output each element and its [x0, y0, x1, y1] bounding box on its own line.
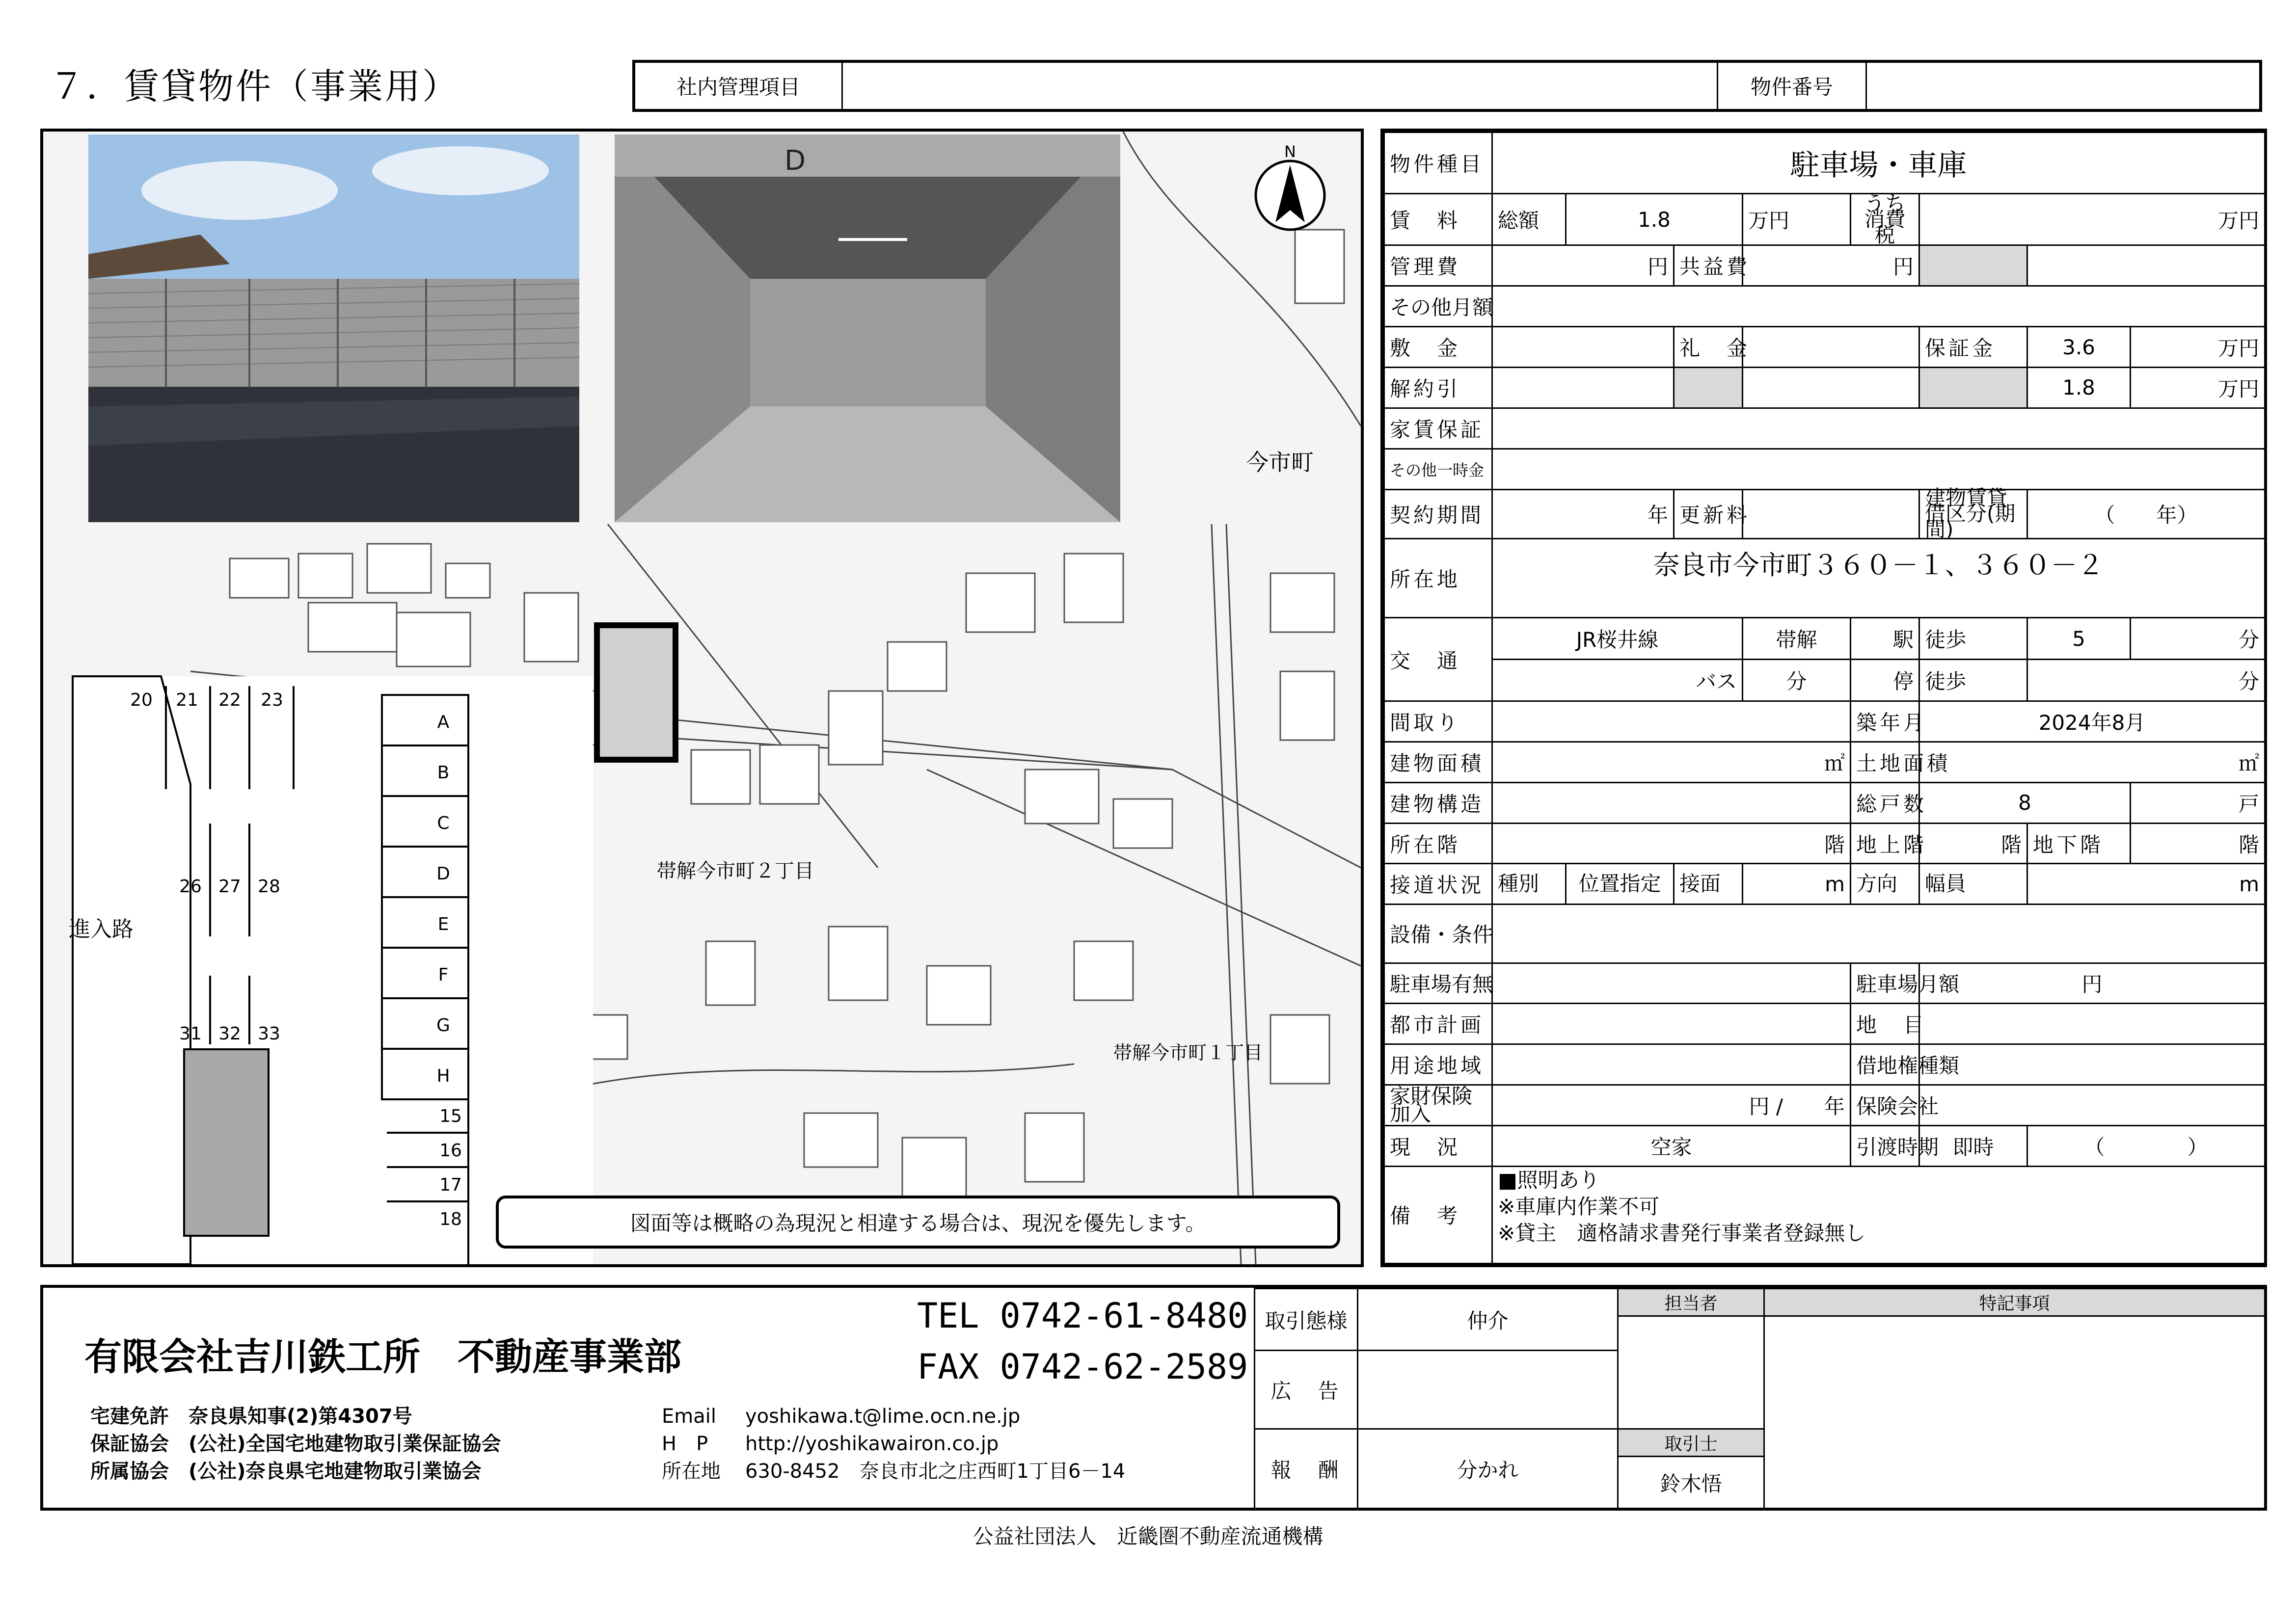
- renewal-label: 更新料: [1674, 489, 1743, 538]
- rent-value: 1.8: [1566, 194, 1743, 245]
- license-line: 宅建免許 奈良県知事(2)第4307号: [90, 1405, 412, 1428]
- cancel-unit: 万円: [2131, 367, 2265, 408]
- insurance-label: 家財保険加入: [1384, 1085, 1492, 1126]
- shikikin-value: [1492, 327, 1674, 368]
- below-label: 地下階: [2027, 823, 2131, 864]
- svg-text:22: 22: [218, 690, 241, 710]
- rent-total-label: 総額: [1492, 194, 1566, 245]
- reikin-label: 礼 金: [1674, 327, 1743, 368]
- status-value: 空家: [1492, 1125, 1851, 1166]
- insurer-value: [1919, 1085, 2265, 1126]
- road-kind-label: 種別: [1492, 864, 1566, 905]
- town-label: 今市町: [1246, 449, 1314, 476]
- deal-mode-label: 取引態様: [1255, 1289, 1358, 1351]
- page-title: ７．賃貸物件（事業用）: [49, 66, 460, 107]
- walk-label: 徒歩: [1919, 618, 2027, 660]
- svg-text:27: 27: [218, 877, 241, 897]
- lease-type-value: （ 年）: [2027, 489, 2265, 538]
- person-value: [1618, 1316, 1764, 1429]
- target-lot-marker: [597, 625, 675, 760]
- svg-text:32: 32: [218, 1024, 241, 1044]
- remark-line: ※車庫内作業不可: [1498, 1194, 1660, 1219]
- road-designated-label: 位置指定: [1566, 864, 1674, 905]
- svg-text:17: 17: [439, 1175, 462, 1195]
- assoc-line-1: 保証協会 (公社)全国宅地建物取引業保証協会: [90, 1433, 501, 1455]
- svg-text:31: 31: [179, 1024, 202, 1044]
- bus-walk-unit: 分: [2027, 660, 2265, 701]
- mgmt-fee-unit: 円: [1492, 245, 1674, 286]
- svg-text:15: 15: [439, 1106, 462, 1126]
- common-fee-unit: 円: [1743, 245, 1919, 286]
- svg-text:C: C: [437, 813, 450, 833]
- shikikin-label: 敷 金: [1384, 327, 1492, 368]
- map-svg: [43, 132, 1361, 1264]
- empty-cell: [2027, 245, 2265, 286]
- walk-minutes: 5: [2027, 618, 2131, 660]
- company-fax: FAX 0742-62-2589: [917, 1347, 1248, 1387]
- insurance-value: 円 / 年: [1492, 1085, 1851, 1126]
- exterior-photo: [88, 134, 579, 522]
- contact-labels: [662, 1403, 721, 1485]
- handover-paren: （ ）: [2027, 1125, 2265, 1166]
- svg-text:D: D: [436, 864, 450, 884]
- units-label: 総戸数: [1851, 782, 1919, 823]
- garage-letter: D: [784, 145, 806, 177]
- ad-label: 広 告: [1255, 1351, 1358, 1429]
- station-suffix: 駅: [1851, 618, 1919, 660]
- insurer-label: 保険会社: [1851, 1085, 1919, 1126]
- svg-text:G: G: [436, 1015, 450, 1036]
- location-value: 奈良市今市町３６０－１、３６０－２: [1492, 538, 2265, 618]
- license-block: [90, 1403, 501, 1485]
- bus-walk-label: 徒歩: [1919, 660, 2027, 701]
- above-label: 地上階: [1851, 823, 1919, 864]
- land-cat-value: [1919, 1004, 2265, 1044]
- other-lump-label: その他一時金: [1384, 449, 1492, 489]
- cancel-value: 1.8: [2027, 367, 2131, 408]
- map-notice: 図面等は概略の為現況と相違する場合は、現況を優先します。: [496, 1196, 1340, 1249]
- facilities-label: 設備・条件: [1384, 905, 1492, 963]
- zoning-value: [1492, 1044, 1851, 1085]
- remark-line: ■照明あり: [1498, 1168, 1600, 1192]
- company-panel: [40, 1285, 2267, 1511]
- leasehold-value: [1919, 1044, 2265, 1085]
- other-monthly-value: [1492, 286, 2265, 327]
- rent-label: 賃 料: [1384, 194, 1492, 245]
- svg-text:F: F: [438, 965, 449, 985]
- above-unit: 階: [1919, 823, 2027, 864]
- svg-text:B: B: [437, 763, 450, 783]
- location-label: 所在地: [1384, 538, 1492, 618]
- entry-road-label: 進入路: [69, 917, 134, 942]
- spec-table: [1383, 132, 2266, 1264]
- zoning-label: 用途地域: [1384, 1044, 1492, 1085]
- city-plan-value: [1492, 1004, 1851, 1044]
- contract-label: 契約期間: [1384, 489, 1492, 538]
- built-label: 築年月: [1851, 701, 1919, 742]
- layout-value: [1492, 701, 1851, 742]
- bus-label: バス: [1492, 660, 1743, 701]
- cancel-label: 解約引: [1384, 367, 1492, 408]
- access-label: 交 通: [1384, 618, 1492, 701]
- structure-value: [1492, 782, 1851, 823]
- hp-label: H P: [662, 1433, 708, 1455]
- parking-label: 駐車場有無: [1384, 963, 1492, 1004]
- layout-plan: [69, 676, 593, 1264]
- notes-label: 特記事項: [1764, 1289, 2265, 1316]
- units-suffix: 戸: [2131, 782, 2265, 823]
- svg-text:23: 23: [261, 690, 283, 710]
- fee-value: 分かれ: [1358, 1429, 1618, 1509]
- train-line: JR桜井線: [1492, 618, 1743, 660]
- lease-type-label: 建物賃貸借区分(期間): [1919, 489, 2027, 538]
- layout-label: 間取り: [1384, 701, 1492, 742]
- addr-label: 所在地: [662, 1460, 721, 1483]
- svg-text:N: N: [1284, 142, 1296, 161]
- cancel-empty: [1492, 367, 1674, 408]
- remarks-label: 備 考: [1384, 1166, 1492, 1263]
- type-label: 物件種目: [1384, 133, 1492, 194]
- common-fee-label: 共益費: [1674, 245, 1743, 286]
- company-name: 有限会社吉川鉄工所 不動産事業部: [84, 1335, 681, 1379]
- land-area-label: 土地面積: [1851, 742, 1919, 782]
- floor-unit: 階: [1492, 823, 1851, 864]
- station-name: 帯解: [1743, 618, 1851, 660]
- spec-table-panel: [1380, 129, 2267, 1267]
- area-label-1: 帯解今市町１丁目: [1113, 1042, 1263, 1064]
- svg-text:A: A: [437, 712, 450, 732]
- agent-value: 鈴木悟: [1618, 1457, 1764, 1509]
- parking-fee-label: 駐車場月額: [1851, 963, 1919, 1004]
- svg-text:28: 28: [258, 877, 280, 897]
- interior-photo: [615, 134, 1120, 522]
- guarantee-label: 家賃保証: [1384, 408, 1492, 449]
- type-value: 駐車場・車庫: [1492, 133, 2265, 194]
- gray-cell: [1919, 245, 2027, 286]
- svg-text:18: 18: [439, 1209, 462, 1229]
- svg-text:E: E: [437, 914, 449, 934]
- below-unit: 階: [2131, 823, 2265, 864]
- road-frontage-unit: m: [1743, 864, 1851, 905]
- tax-label: うち消費税: [1851, 194, 1919, 245]
- svg-text:16: 16: [439, 1141, 462, 1161]
- floor-label: 所在階: [1384, 823, 1492, 864]
- hp-value[interactable]: http://yoshikawairon.co.jp: [745, 1433, 999, 1455]
- facilities-value: [1492, 905, 2265, 963]
- fee-label: 報 酬: [1255, 1429, 1358, 1509]
- area-label-2: 帯解今市町２丁目: [657, 860, 814, 882]
- internal-field[interactable]: [843, 63, 1718, 109]
- rent-unit: 万円: [1743, 194, 1851, 245]
- remarks-value: [1492, 1166, 2265, 1263]
- empty-cell: [1743, 367, 1919, 408]
- gray-cell: [1674, 367, 1743, 408]
- road-width-unit: m: [2027, 864, 2265, 905]
- svg-text:20: 20: [130, 690, 153, 710]
- svg-text:26: 26: [179, 877, 202, 897]
- assoc-line-2: 所属協会 (公社)奈良県宅地建物取引業協会: [90, 1460, 482, 1483]
- bus-unit: 分: [1743, 660, 1851, 701]
- handover-value: 即時: [1919, 1125, 2027, 1166]
- built-value: 2024年8月: [1919, 701, 2265, 742]
- agent-label: 取引士: [1618, 1429, 1764, 1457]
- person-label: 担当者: [1618, 1289, 1764, 1316]
- remark-line: ※貸主 適格請求書発行事業者登録無し: [1498, 1221, 1866, 1245]
- property-no-field[interactable]: [1867, 63, 2259, 109]
- stop-label: 停: [1851, 660, 1919, 701]
- bldg-area-label: 建物面積: [1384, 742, 1492, 782]
- svg-text:21: 21: [176, 690, 198, 710]
- deposit-label: 保証金: [1919, 327, 2027, 368]
- gray-cell: [1919, 367, 2027, 408]
- land-cat-label: 地 目: [1851, 1004, 1919, 1044]
- addr-value: 630-8452 奈良市北之庄西町1丁目6－14: [745, 1460, 1126, 1483]
- mgmt-fee-label: 管理費: [1384, 245, 1492, 286]
- units-value: 8: [1919, 782, 2131, 823]
- contract-unit: 年: [1492, 489, 1674, 538]
- svg-text:33: 33: [258, 1024, 280, 1044]
- notes-value: [1764, 1316, 2265, 1509]
- management-row: [632, 60, 2262, 112]
- structure-label: 建物構造: [1384, 782, 1492, 823]
- photo-map-panel: [40, 129, 1364, 1267]
- road-frontage-label: 接面: [1674, 864, 1743, 905]
- road-dir-label: 方向: [1851, 864, 1919, 905]
- footer-org: 公益社団法人 近畿圏不動産流通機構: [972, 1524, 1324, 1548]
- property-no-label: 物件番号: [1718, 63, 1867, 109]
- email-value[interactable]: yoshikawa.t@lime.ocn.ne.jp: [745, 1405, 1021, 1428]
- svg-text:H: H: [436, 1066, 450, 1086]
- contact-values: [745, 1403, 1125, 1485]
- handover-label: 引渡時期: [1851, 1125, 1919, 1166]
- ad-value: [1358, 1351, 1618, 1429]
- renewal-value: [1743, 489, 1919, 538]
- company-tel: TEL 0742-61-8480: [917, 1296, 1248, 1336]
- deal-mode-value: 仲介: [1358, 1289, 1618, 1351]
- walk-unit: 分: [2131, 618, 2265, 660]
- reikin-value: [1743, 327, 1919, 368]
- road-width-label: 幅員: [1919, 864, 2027, 905]
- tax-unit: 万円: [1919, 194, 2265, 245]
- city-plan-label: 都市計画: [1384, 1004, 1492, 1044]
- leasehold-label: 借地権種類: [1851, 1044, 1919, 1085]
- guarantee-value: [1492, 408, 2265, 449]
- email-label: Email: [662, 1405, 716, 1428]
- deposit-value: 3.6: [2027, 327, 2131, 368]
- other-monthly-label: その他月額: [1384, 286, 1492, 327]
- road-label: 接道状況: [1384, 864, 1492, 905]
- status-label: 現 況: [1384, 1125, 1492, 1166]
- internal-label: 社内管理項目: [635, 63, 843, 109]
- parking-value: [1492, 963, 1851, 1004]
- deal-table: [1254, 1288, 2264, 1508]
- parking-fee-unit: 円: [1919, 963, 2265, 1004]
- other-lump-value: [1492, 449, 2265, 489]
- deposit-unit: 万円: [2131, 327, 2265, 368]
- bldg-area-unit: ㎡: [1492, 742, 1851, 782]
- land-area-unit: ㎡: [1919, 742, 2265, 782]
